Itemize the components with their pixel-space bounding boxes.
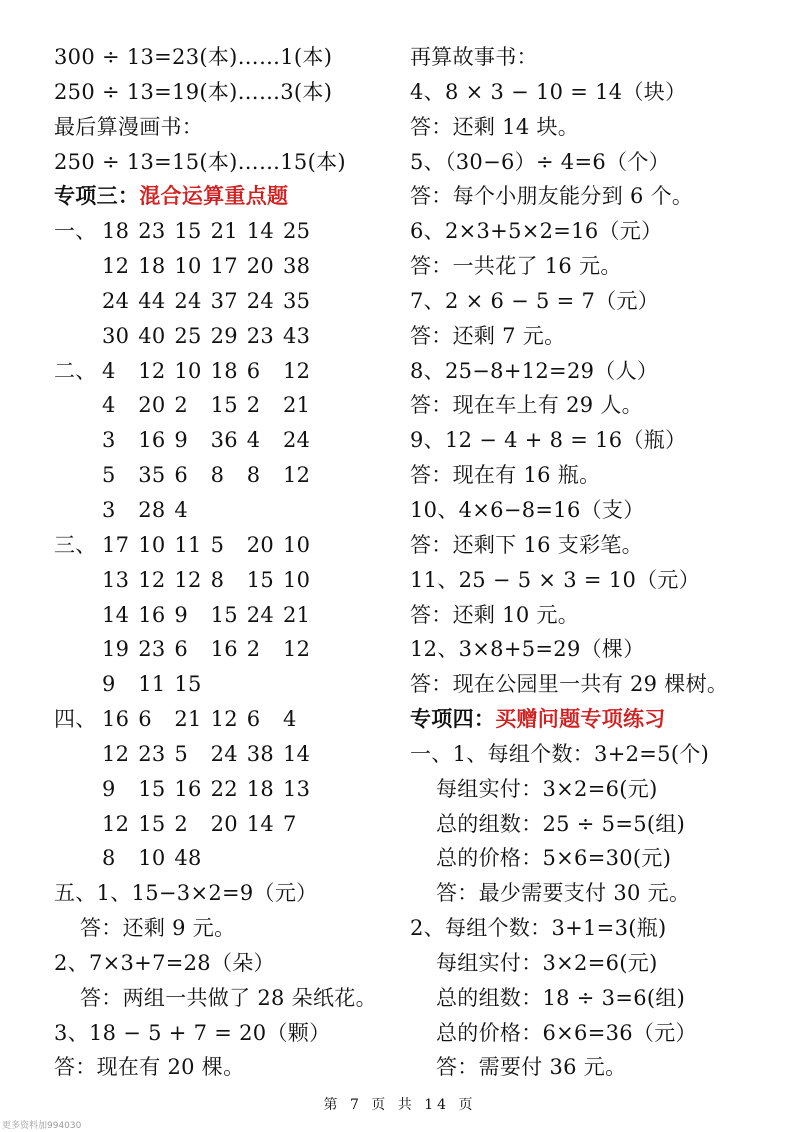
answer-number: 21 xyxy=(282,602,311,627)
answer-number: 6 xyxy=(174,637,189,662)
answer-row xyxy=(54,458,394,493)
answer-number: 24 xyxy=(210,741,238,766)
answer-number: 21 xyxy=(174,707,202,732)
answer-row xyxy=(54,702,394,737)
text-line: 9、12 − 4 + 8 = 16（瓶） xyxy=(410,428,687,453)
answer-number: 8 xyxy=(210,567,225,592)
answer-number: 40 xyxy=(138,323,166,348)
answer-number: 2 xyxy=(174,393,189,418)
answer-number: 12 xyxy=(102,741,130,766)
group-label xyxy=(54,284,102,319)
answer-number: 19 xyxy=(102,637,130,662)
answer-number: 24 xyxy=(282,428,311,453)
text-line: 8、25−8+12=29（人） xyxy=(410,358,659,383)
answer-number: 13 xyxy=(102,567,130,592)
text-line: 2、7×3+7=28（朵） xyxy=(54,950,275,975)
answer-number: 7 xyxy=(282,811,297,836)
left-intro-lines xyxy=(54,40,394,179)
answer-number: 12 xyxy=(282,637,311,662)
answer-number: 24 xyxy=(174,288,202,313)
section-four-title: 买赠问题专项练习 xyxy=(495,706,666,732)
answer-number: 4 xyxy=(102,393,116,418)
text-line: 答：现在有 20 棵。 xyxy=(54,1055,245,1080)
answer-number: 12 xyxy=(282,463,311,488)
answer-number: 17 xyxy=(210,254,238,279)
answer-number: 14 xyxy=(246,811,275,836)
text-line: 答：现在公园里一共有 29 棵树。 xyxy=(410,672,729,697)
answer-number: 23 xyxy=(246,323,275,348)
answer-number: 8 xyxy=(210,463,225,488)
answer-number: 38 xyxy=(282,254,311,279)
answer-number: 5 xyxy=(210,532,225,557)
text-line: 6、2×3+5×2=16（元） xyxy=(410,219,663,244)
answer-number: 2 xyxy=(246,637,261,662)
text-line: 总的组数：25 ÷ 5=5(组) xyxy=(436,811,686,836)
group-label xyxy=(54,319,102,354)
text-line: 答：还剩 14 块。 xyxy=(410,114,580,139)
answer-row xyxy=(54,493,394,528)
section-three-title: 混合运算重点题 xyxy=(139,183,289,209)
answer-number: 30 xyxy=(102,323,130,348)
answer-number: 23 xyxy=(138,741,166,766)
group-label xyxy=(54,493,102,528)
group-label xyxy=(54,772,102,807)
group-label xyxy=(54,388,102,423)
answer-row xyxy=(54,319,394,354)
answer-row xyxy=(54,284,394,319)
answer-number: 21 xyxy=(210,219,238,244)
answer-row xyxy=(54,563,394,598)
answer-row xyxy=(54,528,394,563)
answer-number: 5 xyxy=(174,741,189,766)
text-line: 250 ÷ 13=19(本)……3(本) xyxy=(54,79,333,104)
answer-number: 18 xyxy=(102,219,130,244)
answer-number: 12 xyxy=(138,358,166,383)
text-line: 4、8 × 3 − 10 = 14（块） xyxy=(410,79,687,104)
answer-number: 3 xyxy=(102,497,116,522)
text-line: 答：一共花了 16 元。 xyxy=(410,254,622,279)
text-line: 再算故事书： xyxy=(410,45,538,69)
page-footer: 第 7 页 共 14 页 xyxy=(323,1097,477,1113)
answer-number: 38 xyxy=(246,741,275,766)
group-label xyxy=(54,423,102,458)
answer-row xyxy=(54,667,394,702)
text-line: 五、1、15−3×2=9（元） xyxy=(54,881,318,906)
answer-row xyxy=(54,214,394,249)
answer-number: 12 xyxy=(282,358,311,383)
answer-number: 36 xyxy=(210,428,238,453)
answer-number: 14 xyxy=(282,741,311,766)
answer-number: 48 xyxy=(174,846,202,871)
answer-number: 9 xyxy=(102,672,116,697)
answer-number: 29 xyxy=(210,323,238,348)
answer-number: 8 xyxy=(246,463,261,488)
answer-groups xyxy=(54,214,394,876)
answer-number: 13 xyxy=(282,776,311,801)
answer-number: 23 xyxy=(138,637,166,662)
answer-number: 24 xyxy=(246,602,275,627)
text-line: 总的价格：5×6=30(元) xyxy=(436,846,672,871)
answer-number: 3 xyxy=(102,428,116,453)
group-label xyxy=(54,598,102,633)
answer-number: 14 xyxy=(102,602,130,627)
text-line: 3、18 − 5 + 7 = 20（颗） xyxy=(54,1020,331,1045)
answer-number: 17 xyxy=(102,532,130,557)
section-four-heading xyxy=(410,702,795,737)
answer-number: 15 xyxy=(210,393,238,418)
answer-number: 16 xyxy=(174,776,202,801)
answer-number: 6 xyxy=(138,707,152,732)
answer-number: 4 xyxy=(246,428,261,453)
text-line: 11、25 − 5 × 3 = 10（元） xyxy=(410,567,701,592)
left-word-problems xyxy=(54,876,394,1085)
answer-row xyxy=(54,388,394,423)
answer-row xyxy=(54,423,394,458)
section-three-prefix: 专项三： xyxy=(54,183,140,209)
answer-number: 20 xyxy=(246,254,275,279)
answer-number: 15 xyxy=(138,776,166,801)
answer-number: 21 xyxy=(282,393,311,418)
answer-number: 15 xyxy=(138,811,166,836)
watermark: 更多资料加994030 xyxy=(2,1121,82,1131)
answer-number: 16 xyxy=(102,707,130,732)
answer-row xyxy=(54,598,394,633)
text-line: 答：两组一共做了 28 朵纸花。 xyxy=(80,985,377,1010)
answer-number: 22 xyxy=(210,776,238,801)
text-line: 答：现在有 16 瓶。 xyxy=(410,463,601,488)
text-line: 答：现在车上有 29 人。 xyxy=(410,393,643,418)
answer-number: 44 xyxy=(138,288,166,313)
answer-number: 12 xyxy=(102,811,130,836)
group-label xyxy=(54,632,102,667)
answer-number: 15 xyxy=(246,567,275,592)
answer-number: 35 xyxy=(282,288,311,313)
text-line: 总的组数：18 ÷ 3=6(组) xyxy=(436,985,686,1010)
answer-number: 37 xyxy=(210,288,238,313)
answer-number: 10 xyxy=(282,567,311,592)
answer-number: 12 xyxy=(174,567,202,592)
answer-number: 16 xyxy=(138,602,166,627)
right-column xyxy=(410,40,795,1085)
answer-number: 10 xyxy=(174,254,202,279)
answer-number: 5 xyxy=(102,463,116,488)
answer-row xyxy=(54,807,394,842)
text-line: 5、（30−6）÷ 4=6（个） xyxy=(410,149,670,174)
text-line: 答：还剩 9 元。 xyxy=(80,916,236,941)
text-line: 每组实付：3×2=6(元) xyxy=(436,776,658,801)
group-label xyxy=(54,458,102,493)
answer-number: 15 xyxy=(174,219,202,244)
group-label: 一、 xyxy=(54,219,97,244)
answer-number: 23 xyxy=(138,219,166,244)
answer-number: 18 xyxy=(210,358,238,383)
answer-number: 12 xyxy=(210,707,238,732)
answer-number: 24 xyxy=(246,288,275,313)
answer-row xyxy=(54,632,394,667)
group-label: 四、 xyxy=(54,707,97,732)
answer-number: 2 xyxy=(246,393,261,418)
text-line: 答：还剩下 16 支彩笔。 xyxy=(410,532,643,557)
text-line: 每组实付：3×2=6(元) xyxy=(436,950,658,975)
text-line: 250 ÷ 13=15(本)……15(本) xyxy=(54,149,346,174)
group-label xyxy=(54,667,102,702)
answer-number: 20 xyxy=(246,532,275,557)
group-label xyxy=(54,737,102,772)
answer-number: 35 xyxy=(138,463,166,488)
answer-number: 4 xyxy=(282,707,297,732)
answer-number: 10 xyxy=(138,532,166,557)
answer-number: 14 xyxy=(246,219,275,244)
left-column xyxy=(54,40,394,1085)
answer-number: 25 xyxy=(174,323,202,348)
answer-number: 25 xyxy=(282,219,311,244)
answer-row xyxy=(54,354,394,389)
answer-number: 6 xyxy=(246,707,261,732)
answer-number: 9 xyxy=(174,428,189,453)
answer-number: 12 xyxy=(102,254,130,279)
text-line: 12、3×8+5=29（棵） xyxy=(410,637,645,662)
answer-number: 28 xyxy=(138,497,166,522)
answer-number: 2 xyxy=(174,811,189,836)
text-line: 10、4×6−8=16（支） xyxy=(410,497,645,522)
answer-number: 9 xyxy=(174,602,189,627)
group-label xyxy=(54,807,102,842)
group-label: 三、 xyxy=(54,532,97,557)
answer-number: 6 xyxy=(246,358,261,383)
answer-number: 43 xyxy=(282,323,311,348)
answer-number: 15 xyxy=(210,602,238,627)
answer-row xyxy=(54,249,394,284)
answer-number: 18 xyxy=(246,776,275,801)
answer-number: 16 xyxy=(210,637,238,662)
answer-number: 8 xyxy=(102,846,116,871)
answer-number: 24 xyxy=(102,288,130,313)
answer-number: 4 xyxy=(102,358,116,383)
text-line: 答：还剩 10 元。 xyxy=(410,602,580,627)
text-line: 2、每组个数：3+1=3(瓶) xyxy=(410,916,667,941)
answer-number: 4 xyxy=(174,497,189,522)
answer-number: 10 xyxy=(138,846,166,871)
answer-number: 16 xyxy=(138,428,166,453)
right-gift-problems xyxy=(410,737,795,1085)
answer-row xyxy=(54,841,394,876)
text-line: 最后算漫画书： xyxy=(54,114,204,139)
text-line: 300 ÷ 13=23(本)……1(本) xyxy=(54,45,333,69)
right-word-problems xyxy=(410,40,795,702)
text-line: 答：还剩 7 元。 xyxy=(410,323,566,348)
section-four-prefix: 专项四： xyxy=(410,706,496,732)
answer-number: 6 xyxy=(174,463,189,488)
text-line: 答：需要付 36 元。 xyxy=(436,1055,627,1080)
text-line: 一、1、每组个数：3+2=5(个) xyxy=(410,741,710,766)
section-three-heading xyxy=(54,179,394,214)
text-line: 答：每个小朋友能分到 6 个。 xyxy=(410,184,694,209)
group-label xyxy=(54,563,102,598)
answer-number: 18 xyxy=(138,254,166,279)
text-line: 7、2 × 6 − 5 = 7（元） xyxy=(410,288,660,313)
answer-row xyxy=(54,772,394,807)
answer-number: 9 xyxy=(102,776,116,801)
text-line: 答：最少需要支付 30 元。 xyxy=(436,881,691,906)
group-label: 二、 xyxy=(54,358,97,383)
answer-number: 20 xyxy=(210,811,238,836)
group-label xyxy=(54,841,102,876)
answer-number: 12 xyxy=(138,567,166,592)
answer-number: 10 xyxy=(282,532,311,557)
answer-number: 20 xyxy=(138,393,166,418)
text-line: 总的价格：6×6=36（元） xyxy=(436,1020,697,1045)
answer-number: 11 xyxy=(174,532,202,557)
answer-number: 11 xyxy=(138,672,166,697)
answer-number: 15 xyxy=(174,672,202,697)
answer-number: 10 xyxy=(174,358,202,383)
group-label xyxy=(54,249,102,284)
answer-row xyxy=(54,737,394,772)
